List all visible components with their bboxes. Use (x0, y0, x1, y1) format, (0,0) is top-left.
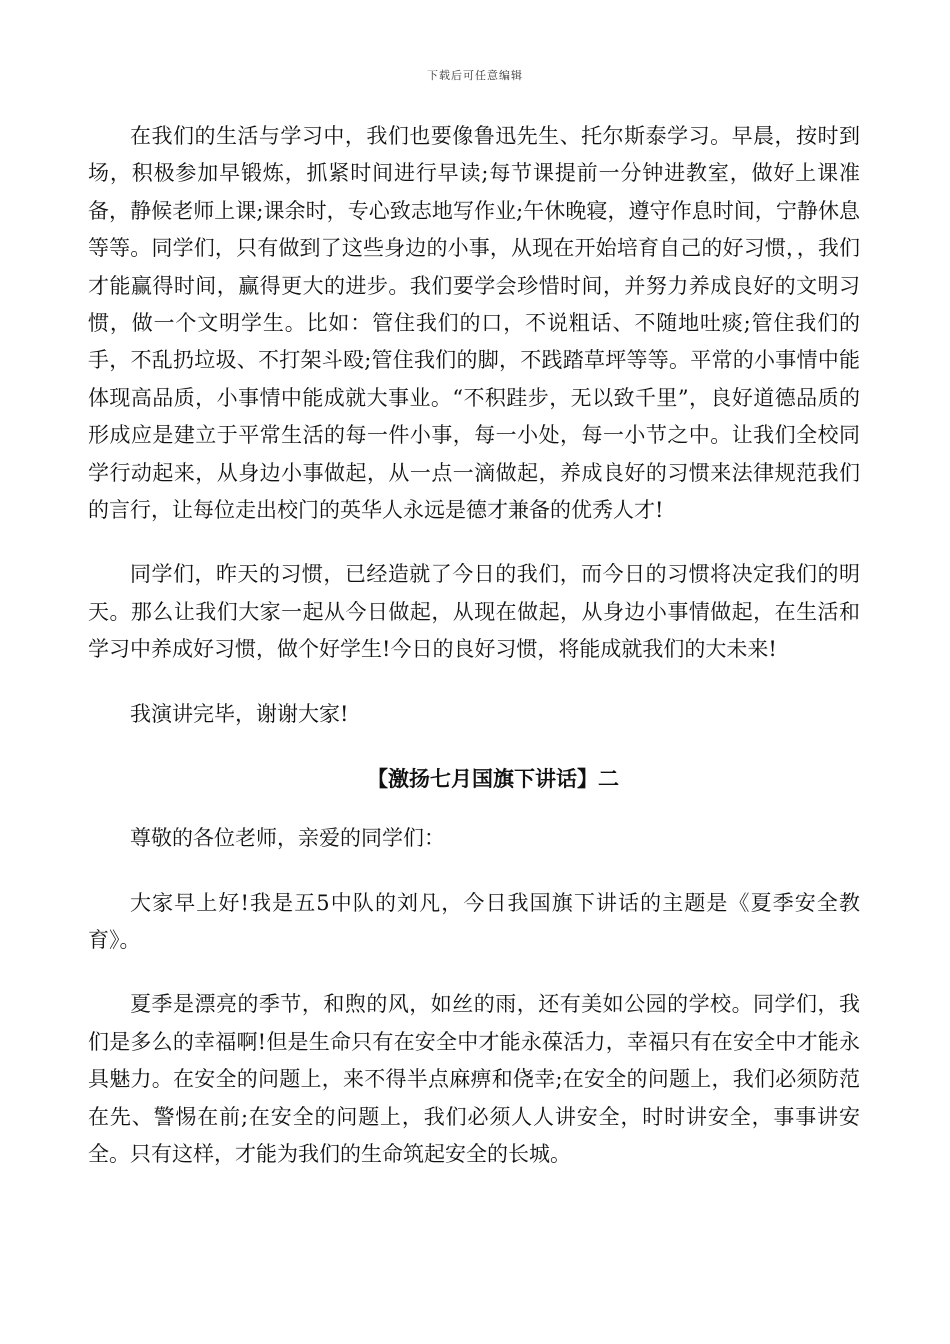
paragraph-intro: 大家早上好!我是五5中队的刘凡，今日我国旗下讲话的主题是《夏季安全教育》。 (88, 890, 860, 952)
document-body (88, 118, 860, 1200)
paragraph-habits: 在我们的生活与学习中，我们也要像鲁迅先生、托尔斯泰学习。早晨，按时到场，积极参加早锻炼，抓紧时间进行早读;每节课提前一分钟进教室，做好上课准备，静候老师上课;课余时，专心致志地写作业;午休晚寝，遵守作息时间，宁静休息等等。同学们，只有做到了这些身边的小事，从现在开始培育自己的好习惯，，我们才能赢得时间，赢得更大的进步。我们要学会珍惜时间，并努力养成良好的文明习惯，做一个文明学生。比如：管住我们的口，不说粗话、不随地吐痰;管住我们的手，不乱扔垃圾、不打架斗殴;管住我们的脚，不践踏草坪等等。平常的小事情中能体现高品质，小事情中能成就大事业。“不积跬步，无以致千里”，良好道德品质的形成应是建立于平常生活的每一件小事，每一小处，每一小节之中。让我们全校同学行动起来，从身边小事做起，从一点一滴做起，养成良好的习惯来法律规范我们的言行，让每位走出校门的英华人永远是德才兼备的优秀人才! (88, 124, 860, 523)
paragraph-summer-safety: 夏季是漂亮的季节，和煦的风，如丝的雨，还有美如公园的学校。同学们，我们是多么的幸福啊!但是生命只有在安全中才能永葆活力，幸福只有在安全中才能永具魅力。在安全的问题上，来不得半点麻痹和侥幸;在安全的问题上，我们必须防范在先、警惕在前;在安全的问题上，我们必须人人讲安全，时时讲安全，事事讲安全。只有这样，才能为我们的生命筑起安全的长城。 (88, 992, 860, 1166)
paragraph-greeting: 尊敬的各位老师，亲爱的同学们： (130, 826, 445, 851)
section-heading: 【激扬七月国旗下讲话】二 (367, 766, 619, 792)
header-note: 下载后可任意编辑 (427, 69, 523, 82)
paragraph-future: 同学们，昨天的习惯，已经造就了今日的我们，而今日的习惯将决定我们的明天。那么让我们大家一起从今日做起，从现在做起，从身边小事情做起，在生活和学习中养成好习惯，做个好学生!今日的良好习惯，将能成就我们的大未来! (88, 562, 860, 662)
paragraph-closing: 我演讲完毕，谢谢大家! (130, 701, 349, 726)
